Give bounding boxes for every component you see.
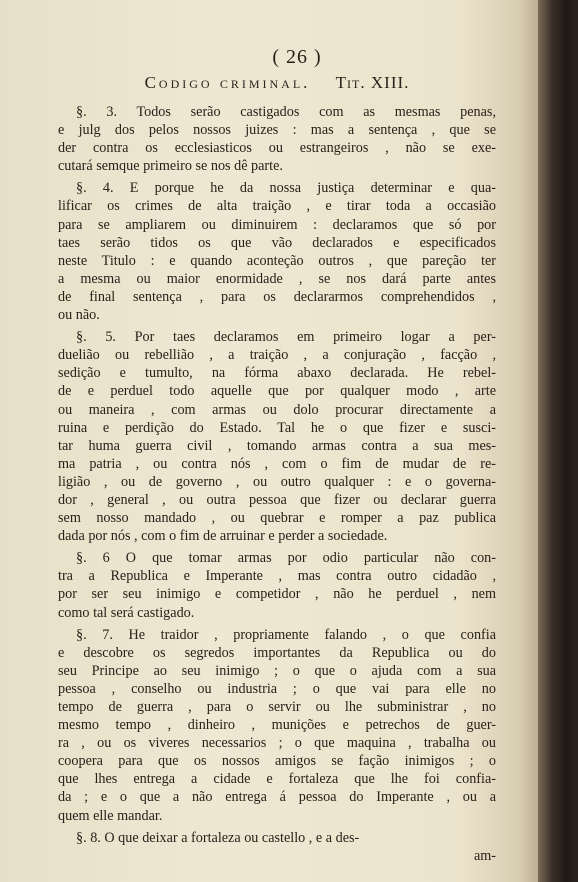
text-line: §. 3. Todos serão castigados com as mesmas penas, (76, 104, 496, 120)
body-text (58, 103, 496, 847)
running-head-title: Codigo criminal. (144, 73, 311, 92)
text-line: cutará semque primeiro se nos dê parte. (58, 158, 283, 175)
text-line: a mesma ou maior enormidade , se nos dará parte antes (58, 270, 496, 287)
paragraph (58, 626, 496, 825)
text-line: sem nosso mandado , ou quebrar e romper a paz publica (58, 510, 496, 527)
text-line: de e perduel todo aquelle que por qualquer modo , arte (58, 383, 496, 400)
text-line: e julg dos pelos nossos juizes : mas a sentença , que se (58, 122, 496, 139)
text-line: §. 5. Por taes declaramos em primeiro logar a per- (76, 329, 496, 346)
text-line: dor , general , ou outra pessoa que fizer ou declarar guerra (58, 491, 496, 508)
text-line: §. 8. O que deixar a fortaleza ou castello , e a des- (76, 829, 360, 846)
text-line: ruina e perdição do Estado. Tal he o que fizer e susci- (58, 419, 496, 436)
text-line: e descobre os segredos importantes da Republica ou do (58, 644, 496, 661)
text-line: lificar os crimes de alta traição , e tirar toda a occasião (58, 198, 496, 215)
text-line: seu Principe ao seu inimigo ; o que o ajuda com a sua (58, 662, 496, 679)
text-line: ligião , ou de governo , ou outro qualquer : e o governa- (58, 473, 496, 490)
page-number: ( 26 ) (272, 46, 322, 68)
text-line: de final sentença , para os declararmos comprehendidos , (58, 288, 496, 305)
text-line: ou não. (58, 307, 100, 324)
running-head (58, 71, 496, 95)
text-line: §. 6 O que tomar armas por odio particular não con- (76, 550, 496, 567)
text-line: da ; e o que a não entrega á pessoa do Imperante , ou a (58, 789, 496, 806)
text-line: tempo de guerra , para o servir ou lhe subministrar , no (58, 699, 496, 715)
paragraph (58, 549, 496, 621)
text-line: taes serão tidos os que vão declarados e especificados (58, 234, 496, 251)
text-line: ou maneira , com armas ou dolo procurar directamente a (58, 401, 496, 418)
text-line: §. 7. He traidor , propriamente falando , o que confia (76, 626, 496, 643)
text-line: ma patria , ou contra nós , com o fim de mudar de re- (58, 455, 496, 472)
text-line: para se ampliarem ou diminuirem : declaramos que só por (58, 216, 496, 233)
text-line: quem elle mandar. (58, 807, 163, 824)
text-line: tar huma guerra civil , tomando armas contra a sua mes- (58, 437, 496, 454)
text-line: ra , ou os viveres necessarios ; o que maquina , trabalha ou (58, 735, 496, 752)
text-line: sedição e tumulto, na fórma abaxo declarada. He rebel- (58, 365, 496, 382)
text-line: que lhes entrega a cidade e fortaleza que lhe foi confia- (58, 771, 496, 788)
text-line: der contra os ecclesiasticos ou estrangeiros , não se exe- (58, 140, 496, 157)
running-head-chapter: Tit. XIII. (335, 73, 410, 92)
paragraph (58, 179, 496, 324)
paragraph (58, 829, 496, 847)
paragraph (58, 103, 496, 175)
text-line: duelião ou rebellião , a traição , a conjuração , facção , (58, 347, 496, 364)
text-line: neste Titulo : e quando aconteção outros , que pareção ter (58, 252, 496, 269)
text-line: §. 4. E porque he da nossa justiça determinar e qua- (76, 180, 496, 197)
text-line: coopera para que os nossos amigos se fação inimigos ; o (58, 753, 496, 770)
text-line: dada por nós , com o fim de arruinar e perder a sociedade. (58, 528, 388, 545)
paragraph (58, 328, 496, 545)
text-line: pessoa , conselho ou industria ; o que vai para elle no (58, 680, 496, 697)
text-line: por ser seu inimigo e competidor , não he perduel , nem (58, 586, 496, 603)
text-line: mesmo tempo , dinheiro , munições e petrechos de guer- (58, 717, 496, 734)
text-line: tra a Republica e Imperante , mas contra outro cidadão , (58, 568, 496, 585)
text-line: como tal será castigado. (58, 604, 195, 621)
catchword: am- (473, 847, 496, 864)
book-gutter (538, 0, 578, 882)
